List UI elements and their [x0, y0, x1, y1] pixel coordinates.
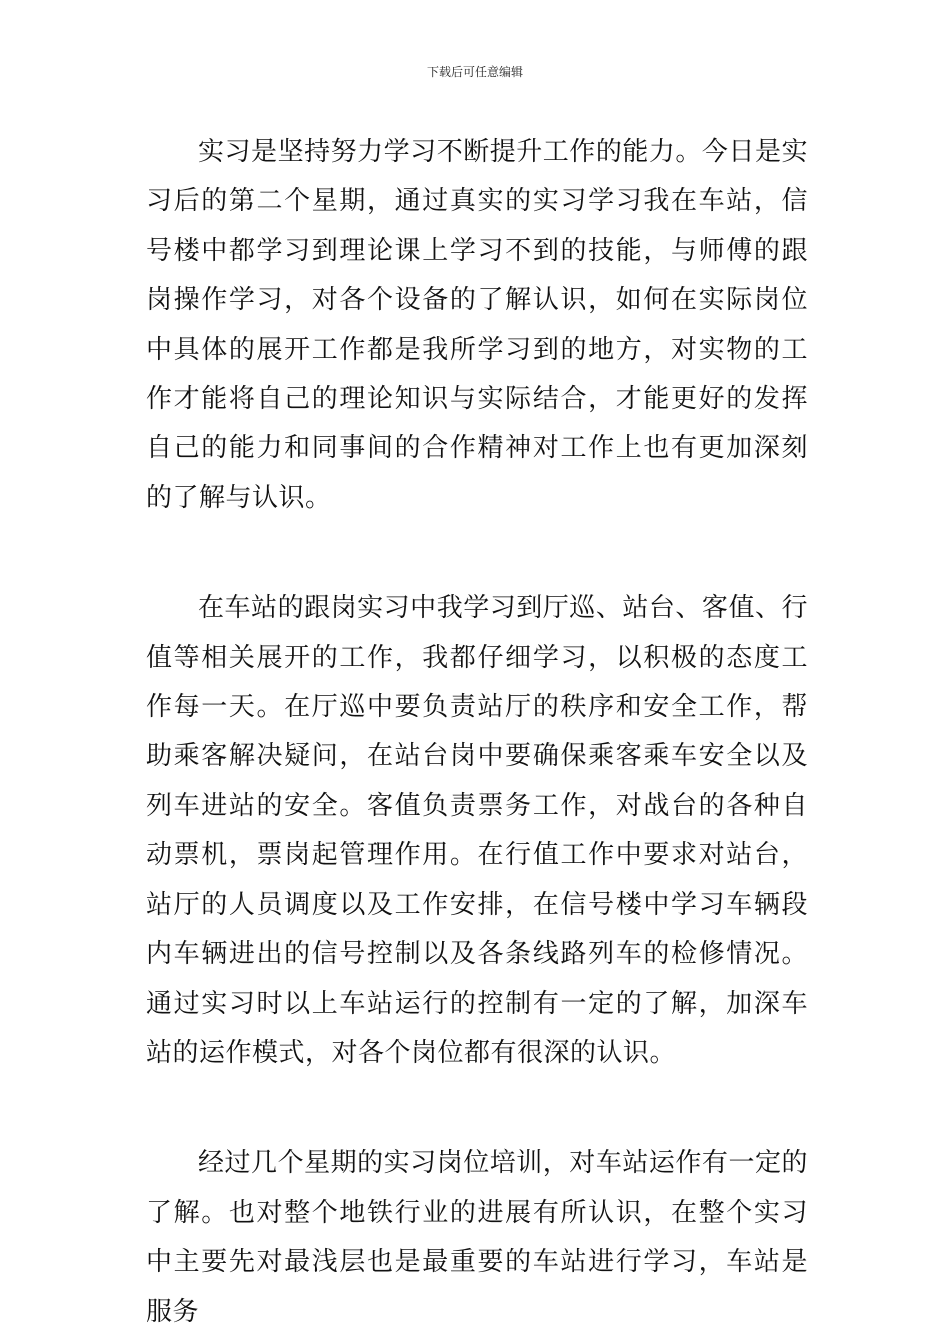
paragraph-1: 实习是坚持努力学习不断提升工作的能力。今日是实习后的第二个星期，通过真实的实习学习我在车站，信号楼中都学习到理论课上学习不到的技能，与师傅的跟岗操作学习，对各个设备的了解认识，如何在实际岗位中具体的展开工作都是我所学习到的地方，对实物的工作才能将自己的理论知识与实际结合，才能更好的发挥自己的能力和同事间的合作精神对工作上也有更加深刻的了解与认识。	[146, 137, 808, 513]
paragraph-3: 经过几个星期的实习岗位培训，对车站运作有一定的了解。也对整个地铁行业的进展有所认识，在整个实习中主要先对最浅层也是最重要的车站进行学习，车站是服务	[146, 1148, 808, 1327]
document-body	[146, 128, 808, 1337]
paragraph-2: 在车站的跟岗实习中我学习到厅巡、站台、客值、行值等相关展开的工作，我都仔细学习，以积极的态度工作每一天。在厅巡中要负责站厅的秩序和安全工作，帮助乘客解决疑问，在站台岗中要确保乘客乘车安全以及列车进站的安全。客值负责票务工作，对战台的各种自动票机，票岗起管理作用。在行值工作中要求对站台，站厅的人员调度以及工作安排，在信号楼中学习车辆段内车辆进出的信号控制以及各条线路列车的检修情况。通过实习时以上车站运行的控制有一定的了解，加深车站的运作模式，对各个岗位都有很深的认识。	[146, 593, 808, 1068]
header-note: 下载后可任意编辑	[426, 65, 523, 79]
